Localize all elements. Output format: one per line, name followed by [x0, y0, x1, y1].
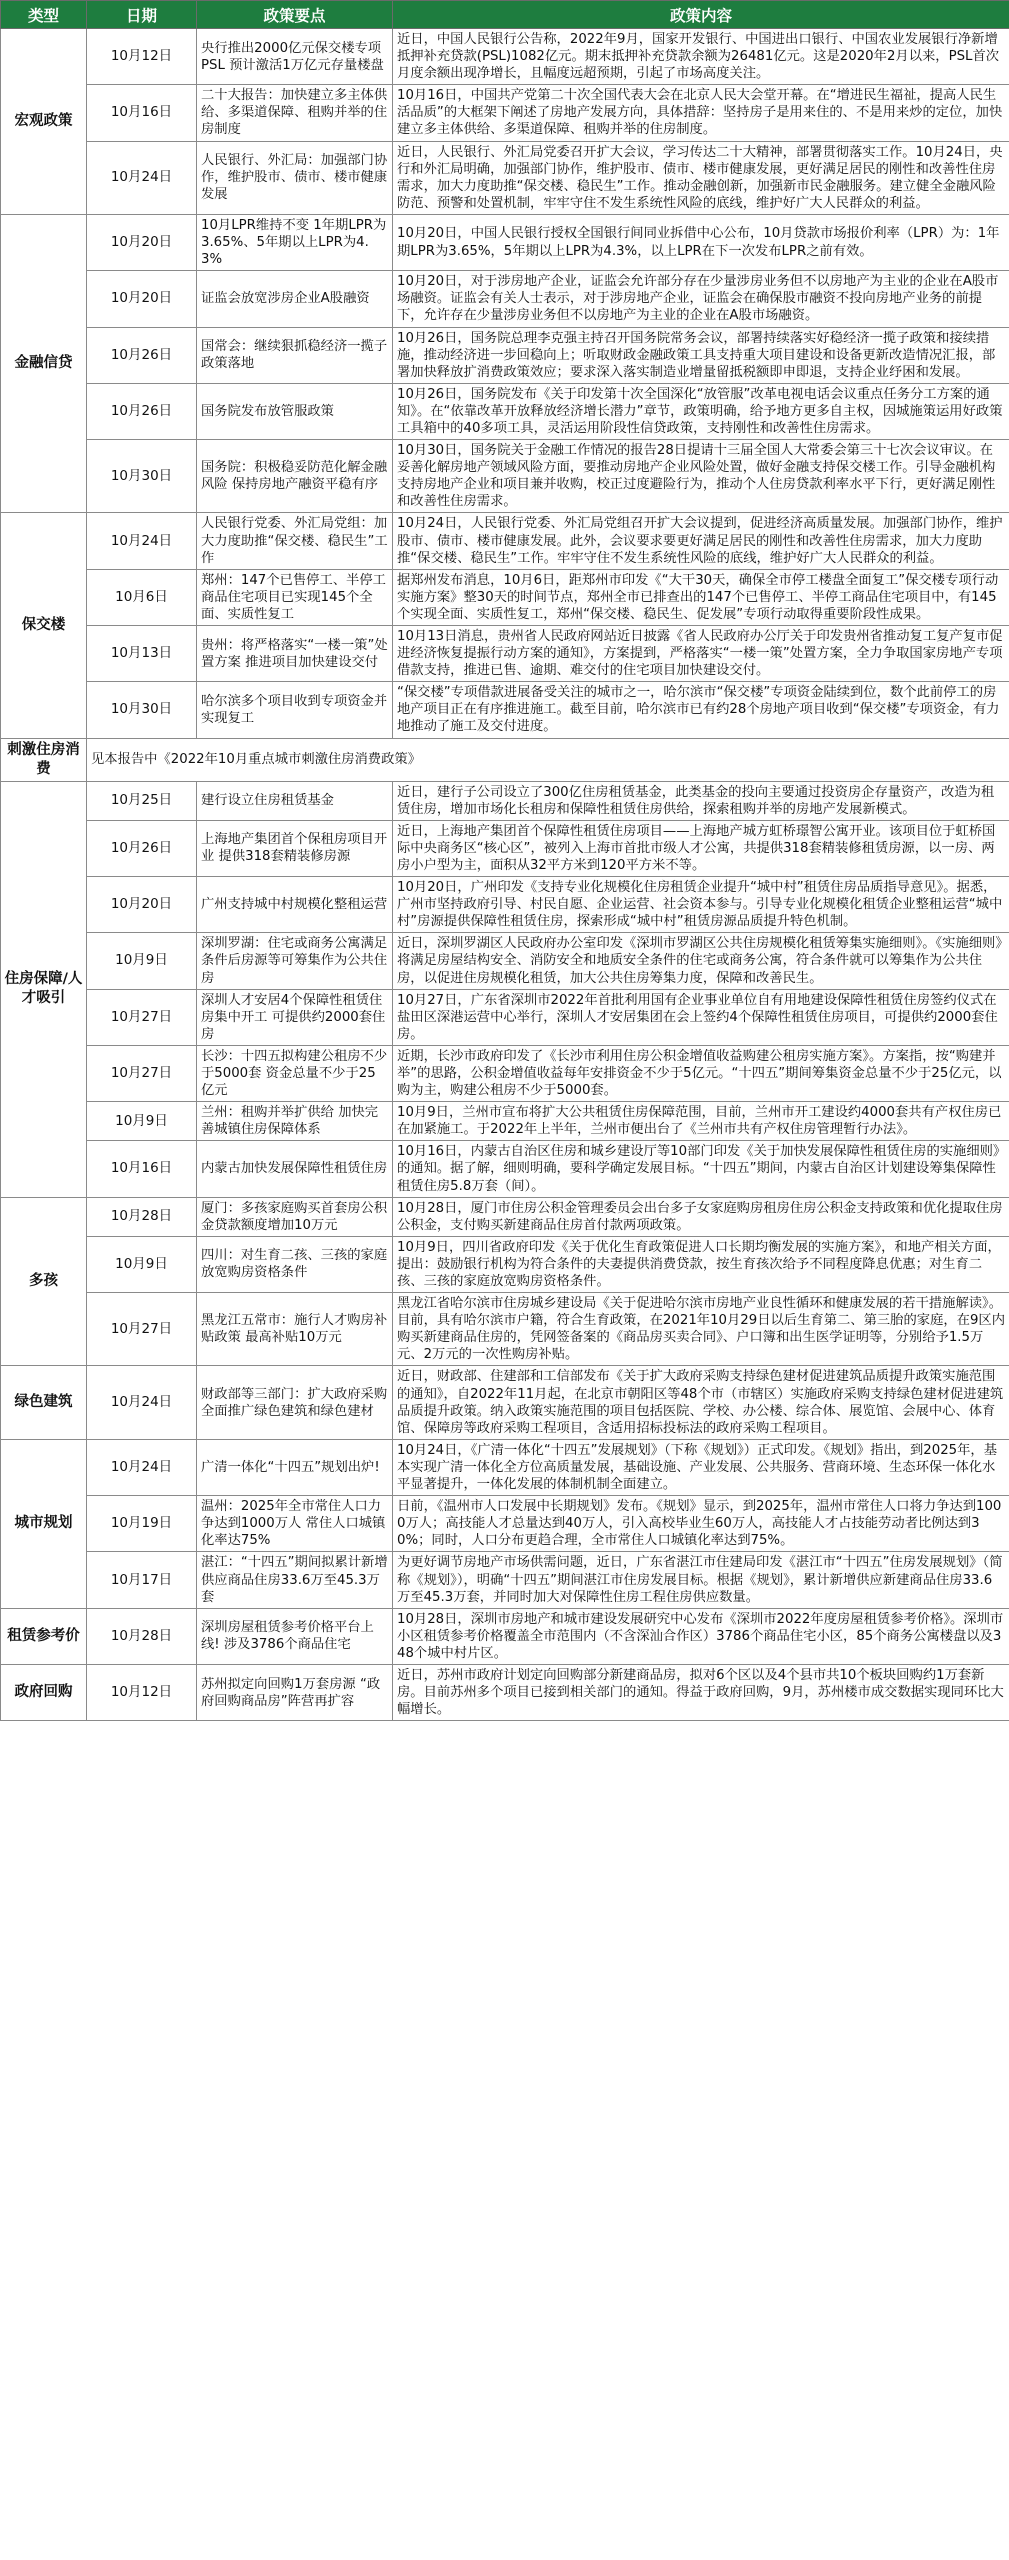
content-cell: 近日，苏州市政府计划定向回购部分新建商品房，拟对6个区以及4个县市共10个板块回购约1万套新房。目前苏州多个项目已接到相关部门的通知。得益于政府回购，9月，苏州楼市成交数据实现同环比大幅增长。 — [393, 1664, 1009, 1720]
point-cell: 内蒙古加快发展保障性租赁住房 — [197, 1141, 393, 1197]
category-cell: 刺激住房消费 — [1, 738, 87, 781]
section-note-row — [1, 738, 1009, 781]
category-cell: 保交楼 — [1, 513, 87, 738]
point-cell: 10月LPR维持不变 1年期LPR为3.65%、5年期以上LPR为4.3% — [197, 214, 393, 270]
date-cell: 10月30日 — [87, 440, 197, 513]
table-row — [1, 682, 1009, 738]
table-row — [1, 1197, 1009, 1236]
point-cell: 国常会：继续狠抓稳经济一揽子政策落地 — [197, 327, 393, 383]
date-cell: 10月17日 — [87, 1552, 197, 1608]
point-cell: 深圳房屋租赁参考价格平台上线! 涉及3786个商品住宅 — [197, 1608, 393, 1664]
category-cell: 金融信贷 — [1, 214, 87, 513]
date-cell: 10月25日 — [87, 781, 197, 820]
table-row — [1, 1608, 1009, 1664]
content-cell: 10月20日，中国人民银行授权全国银行间同业拆借中心公布，10月贷款市场报价利率（LPR）为：1年期LPR为3.65%，5年期以上LPR为4.3%，以上LPR在下一次发布LPR之前有效。 — [393, 214, 1009, 270]
date-cell: 10月12日 — [87, 1664, 197, 1720]
content-cell: 近日，深圳罗湖区人民政府办公室印发《深圳市罗湖区公共住房规模化租赁筹集实施细则》。《实施细则》将满足房屋结构安全、消防安全和地质安全条件的住宅或商务公寓，符合条件就可以筹集作为公共住房，以促进住房规模化租赁，加大公共住房筹集力度，保障和改善民生。 — [393, 933, 1009, 989]
point-cell: 国务院发布放管服政策 — [197, 383, 393, 439]
table-row — [1, 781, 1009, 820]
table-row — [1, 1236, 1009, 1292]
date-cell: 10月19日 — [87, 1496, 197, 1552]
date-cell: 10月16日 — [87, 1141, 197, 1197]
table-row — [1, 29, 1009, 85]
table-row — [1, 1664, 1009, 1720]
point-cell: 央行推出2000亿元保交楼专项PSL 预计激活1万亿元存量楼盘 — [197, 29, 393, 85]
point-cell: 广清一体化“十四五”规划出炉! — [197, 1439, 393, 1495]
section-note: 见本报告中《2022年10月重点城市刺激住房消费政策》 — [87, 738, 1009, 781]
table-row — [1, 989, 1009, 1045]
table-body — [1, 29, 1009, 1721]
point-cell: 苏州拟定向回购1万套房源 “政府回购商品房”阵营再扩容 — [197, 1664, 393, 1720]
content-cell: 10月20日，广州印发《支持专业化规模化住房租赁企业提升“城中村”租赁住房品质指导意见》。据悉，广州市坚持政府引导、村民自愿、企业运营、社会资本参与。引导专业化规模化租赁企业整租运营“城中村”房源提供保障性租赁住房，探索形成“城中村”租赁房源品质提升特色机制。 — [393, 877, 1009, 933]
date-cell: 10月9日 — [87, 933, 197, 989]
date-cell: 10月13日 — [87, 626, 197, 682]
content-cell: 近日，建行子公司设立了300亿住房租赁基金，此类基金的投向主要通过投资房企存量资产，改造为租赁住房，增加市场化长租房和保障性租赁住房供给，探索租购并举的房地产发展新模式。 — [393, 781, 1009, 820]
content-cell: 日前，《温州市人口发展中长期规划》发布。《规划》显示，到2025年，温州市常住人口将力争达到1000万人；高技能人才总量达到40万人，引入高校毕业生60万人，高技能人才占技能劳动者比例达到30%；同时，人口分布更趋合理，全市常住人口城镇化率达到75%。 — [393, 1496, 1009, 1552]
date-cell: 10月24日 — [87, 141, 197, 214]
content-cell: 10月13日消息，贵州省人民政府网站近日披露《省人民政府办公厅关于印发贵州省推动复工复产复市促进经济恢复提振行动方案的通知》，方案提到，严格落实“一楼一策”处置方案，全力争取国家房地产专项借款支持，推进已售、逾期、难交付的住宅项目加快建设交付。 — [393, 626, 1009, 682]
date-cell: 10月26日 — [87, 327, 197, 383]
point-cell: 人民银行、外汇局：加强部门协作，维护股市、债市、楼市健康发展 — [197, 141, 393, 214]
category-cell: 政府回购 — [1, 1664, 87, 1720]
header-content: 政策内容 — [393, 1, 1009, 29]
table-row — [1, 440, 1009, 513]
category-cell: 绿色建筑 — [1, 1366, 87, 1439]
table-row — [1, 1045, 1009, 1101]
table-row — [1, 85, 1009, 141]
content-cell: 10月16日，中国共产党第二十次全国代表大会在北京人民大会堂开幕。在“增进民生福祉，提高人民生活品质”的大框架下阐述了房地产发展方向，具体措辞：坚持房子是用来住的、不是用来炒的定位，加快建立多主体供给、多渠道保障、租购并举的住房制度。 — [393, 85, 1009, 141]
date-cell: 10月20日 — [87, 877, 197, 933]
content-cell: 10月24日，人民银行党委、外汇局党组召开扩大会议提到，促进经济高质量发展。加强部门协作，维护股市、债市、楼市健康发展。此外，会议要求要更好满足居民的刚性和改善性住房需求，加大力度助推“保交楼、稳民生”工作。牢牢守住不发生系统性风险的底线，维护好广大人民群众的利益。 — [393, 513, 1009, 569]
date-cell: 10月24日 — [87, 1439, 197, 1495]
table-row — [1, 513, 1009, 569]
point-cell: 深圳人才安居4个保障性租赁住房集中开工 可提供约2000套住房 — [197, 989, 393, 1045]
point-cell: 贵州：将严格落实“一楼一策”处置方案 推进项目加快建设交付 — [197, 626, 393, 682]
date-cell: 10月9日 — [87, 1102, 197, 1141]
table-row — [1, 327, 1009, 383]
point-cell: 上海地产集团首个保租房项目开业 提供318套精装修房源 — [197, 820, 393, 876]
point-cell: 广州支持城中村规模化整租运营 — [197, 877, 393, 933]
content-cell: 10月24日，《广清一体化“十四五”发展规划》（下称《规划》）正式印发。《规划》指出，到2025年，基本实现广清一体化全方位高质量发展，基础设施、产业发展、公共服务、营商环境、生态环保一体化水平显著提升，一体化发展的体制机制全面建立。 — [393, 1439, 1009, 1495]
content-cell: 10月26日，国务院总理李克强主持召开国务院常务会议，部署持续落实好稳经济一揽子政策和接续措施，推动经济进一步回稳向上；听取财政金融政策工具支持重大项目建设和设备更新改造情况汇报，部署加快释放扩消费政策效应；要求深入落实制造业增量留抵税额即申即退，支持企业纾困和发展。 — [393, 327, 1009, 383]
content-cell: 近日，上海地产集团首个保障性租赁住房项目——上海地产城方虹桥璟智公寓开业。该项目位于虹桥国际中央商务区“核心区”，被列入上海市首批市级人才公寓，共提供318套精装修租赁房源，以一房、两房小户型为主，面积从32平方米到120平方米不等。 — [393, 820, 1009, 876]
date-cell: 10月28日 — [87, 1608, 197, 1664]
date-cell: 10月20日 — [87, 271, 197, 327]
date-cell: 10月12日 — [87, 29, 197, 85]
table-row — [1, 569, 1009, 625]
point-cell: 四川：对生育二孩、三孩的家庭放宽购房资格条件 — [197, 1236, 393, 1292]
table-row — [1, 214, 1009, 270]
content-cell: 近期，长沙市政府印发了《长沙市利用住房公积金增值收益购建公租房实施方案》。方案指，按“购建并举”的思路，公积金增值收益每年安排资金不少于5亿元。“十四五”期间筹集资金总量不少于25亿元，以购为主，购建公租房不少于5000套。 — [393, 1045, 1009, 1101]
table-row — [1, 1141, 1009, 1197]
content-cell: 10月30日，国务院关于金融工作情况的报告28日提请十三届全国人大常委会第三十七次会议审议。在妥善化解房地产领域风险方面，要推动房地产企业风险处置，做好金融支持保交楼工作。引导金融机构支持房地产企业和项目兼并收购，校正过度避险行为，推动个人住房贷款利率水平下行，更好满足刚性和改善性住房需求。 — [393, 440, 1009, 513]
date-cell: 10月27日 — [87, 1293, 197, 1366]
point-cell: 长沙：十四五拟构建公租房不少于5000套 资金总量不少于25亿元 — [197, 1045, 393, 1101]
content-cell: 近日，人民银行、外汇局党委召开扩大会议，学习传达二十大精神，部署贯彻落实工作。10月24日，央行和外汇局明确，加强部门协作，维护股市、债市、楼市健康发展，更好满足居民的刚性和改善性住房需求，加大力度助推“保交楼、稳民生”工作。推动金融创新，加强新市民金融服务。建立健全金融风险防范、预警和处置机制，牢牢守住不发生系统性风险的底线，维护好广大人民群众的利益。 — [393, 141, 1009, 214]
content-cell: 10月28日，深圳市房地产和城市建设发展研究中心发布《深圳市2022年度房屋租赁参考价格》。深圳市小区租赁参考价格覆盖全市范围内（不含深汕合作区）3786个商品住宅小区，85个商务公寓楼盘以及348个城中村片区。 — [393, 1608, 1009, 1664]
category-cell: 宏观政策 — [1, 29, 87, 215]
content-cell: 10月9日，四川省政府印发《关于优化生育政策促进人口长期均衡发展的实施方案》，和地产相关方面，提出：鼓励银行机构为符合条件的夫妻提供消费贷款，按生育孩次给予不同程度降息优惠；对生育二孩、三孩的家庭放宽购房资格条件。 — [393, 1236, 1009, 1292]
content-cell: 10月26日，国务院发布《关于印发第十次全国深化“放管服”改革电视电话会议重点任务分工方案的通知》。在“依靠改革开放释放经济增长潜力”章节，政策明确，给予地方更多自主权，因城施策运用好政策工具箱中的40多项工具，灵活运用阶段性信贷政策，支持刚性和改善性住房需求。 — [393, 383, 1009, 439]
point-cell: 兰州：租购并举扩供给 加快完善城镇住房保障体系 — [197, 1102, 393, 1141]
date-cell: 10月26日 — [87, 383, 197, 439]
point-cell: 厦门：多孩家庭购买首套房公积金贷款额度增加10万元 — [197, 1197, 393, 1236]
header-point: 政策要点 — [197, 1, 393, 29]
header-category: 类型 — [1, 1, 87, 29]
date-cell: 10月16日 — [87, 85, 197, 141]
table-header — [1, 1, 1009, 29]
table-row — [1, 1366, 1009, 1439]
category-cell: 多孩 — [1, 1197, 87, 1366]
content-cell: 10月28日，厦门市住房公积金管理委员会出台多子女家庭购房租房住房公积金支持政策和优化提取住房公积金，支付购买新建商品住房首付款两项政策。 — [393, 1197, 1009, 1236]
date-cell: 10月27日 — [87, 1045, 197, 1101]
date-cell: 10月30日 — [87, 682, 197, 738]
table-row — [1, 1439, 1009, 1495]
content-cell: 10月9日，兰州市宣布将扩大公共租赁住房保障范围，目前，兰州市开工建设约4000套共有产权住房已在加紧施工。于2022年上半年，兰州市便出台了《兰州市共有产权住房管理暂行办法》。 — [393, 1102, 1009, 1141]
date-cell: 10月24日 — [87, 1366, 197, 1439]
content-cell: 据郑州发布消息，10月6日，距郑州市印发《“大干30天，确保全市停工楼盘全面复工”保交楼专项行动实施方案》整30天的时间节点，郑州全市已排查出的147个已售停工、半停工商品住宅项目中，有145个实现全面、实质性复工，郑州“保交楼、稳民生、促发展”专项行动取得重要阶段性成果。 — [393, 569, 1009, 625]
table-row — [1, 1552, 1009, 1608]
point-cell: 湛江：“十四五”期间拟累计新增供应商品住房33.6万至45.3万套 — [197, 1552, 393, 1608]
content-cell: 黑龙江省哈尔滨市住房城乡建设局《关于促进哈尔滨市房地产业良性循环和健康发展的若干措施解读》。目前，具有哈尔滨市户籍，符合生育政策，在2021年10月29日以后生育第二、第三胎的家庭，在9区内购买新建商品住房的，凭网签备案的《商品房买卖合同》、户口簿和出生医学证明等，分别给予1.5万元、2万元的一次性购房补贴。 — [393, 1293, 1009, 1366]
table-row — [1, 1496, 1009, 1552]
point-cell: 温州：2025年全市常住人口力争达到1000万人 常住人口城镇化率达75% — [197, 1496, 393, 1552]
table-row — [1, 141, 1009, 214]
table-row — [1, 933, 1009, 989]
point-cell: 郑州：147个已售停工、半停工商品住宅项目已实现145个全面、实质性复工 — [197, 569, 393, 625]
date-cell: 10月26日 — [87, 820, 197, 876]
date-cell: 10月6日 — [87, 569, 197, 625]
date-cell: 10月28日 — [87, 1197, 197, 1236]
content-cell: 10月16日，内蒙古自治区住房和城乡建设厅等10部门印发《关于加快发展保障性租赁住房的实施细则》的通知。据了解，细则明确，要科学确定发展目标。“十四五”期间，内蒙古自治区计划建设筹集保障性租赁住房5.8万套（间）。 — [393, 1141, 1009, 1197]
point-cell: 财政部等三部门：扩大政府采购 全面推广绿色建筑和绿色建材 — [197, 1366, 393, 1439]
content-cell: 为更好调节房地产市场供需问题，近日，广东省湛江市住建局印发《湛江市“十四五”住房发展规划》（简称《规划》），明确“十四五”期间湛江市住房发展目标。根据《规划》，累计新增供应新建商品住房33.6万至45.3万套，并同时加大对保障性住房工程住房供应数量。 — [393, 1552, 1009, 1608]
table-row — [1, 1293, 1009, 1366]
point-cell: 人民银行党委、外汇局党组：加大力度助推“保交楼、稳民生”工作 — [197, 513, 393, 569]
header-date: 日期 — [87, 1, 197, 29]
content-cell: 10月27日，广东省深圳市2022年首批利用国有企业事业单位自有用地建设保障性租赁住房签约仪式在盐田区深港运营中心举行，深圳人才安居集团在会上签约4个保障性租赁住房项目，可提供约2000套住房。 — [393, 989, 1009, 1045]
point-cell: 黑龙江五常市：施行人才购房补贴政策 最高补贴10万元 — [197, 1293, 393, 1366]
date-cell: 10月20日 — [87, 214, 197, 270]
category-cell: 租赁参考价 — [1, 1608, 87, 1664]
point-cell: 国务院：积极稳妥防范化解金融风险 保持房地产融资平稳有序 — [197, 440, 393, 513]
point-cell: 证监会放宽涉房企业A股融资 — [197, 271, 393, 327]
content-cell: “保交楼”专项借款进展备受关注的城市之一，哈尔滨市“保交楼”专项资金陆续到位，数个此前停工的房地产项目正在有序推进施工。截至目前，哈尔滨市已有约28个房地产项目收到“保交楼”专项资金，有力地推动了施工及交付进度。 — [393, 682, 1009, 738]
table-row — [1, 820, 1009, 876]
table-row — [1, 271, 1009, 327]
table-row — [1, 1102, 1009, 1141]
category-cell: 城市规划 — [1, 1439, 87, 1608]
point-cell: 二十大报告：加快建立多主体供给、多渠道保障、租购并举的住房制度 — [197, 85, 393, 141]
content-cell: 10月20日，对于涉房地产企业，证监会允许部分存在少量涉房业务但不以房地产为主业的企业在A股市场融资。证监会有关人士表示，对于涉房地产企业，证监会在确保股市融资不投向房地产业务的前提下，允许存在少量涉房业务但不以房地产为主业的企业在A股市场融资。 — [393, 271, 1009, 327]
date-cell: 10月24日 — [87, 513, 197, 569]
content-cell: 近日，财政部、住建部和工信部发布《关于扩大政府采购支持绿色建材促进建筑品质提升政策实施范围的通知》，自2022年11月起，在北京市朝阳区等48个市（市辖区）实施政府采购支持绿色建材促进建筑品质提升政策。纳入政策实施范围的项目包括医院、学校、办公楼、综合体、展览馆、会展中心、体育馆、保障房等政府采购工程项目，含适用招标投标法的政府采购工程项目。 — [393, 1366, 1009, 1439]
point-cell: 哈尔滨多个项目收到专项资金并实现复工 — [197, 682, 393, 738]
point-cell: 深圳罗湖：住宅或商务公寓满足条件后房源等可筹集作为公共住房 — [197, 933, 393, 989]
table-row — [1, 383, 1009, 439]
point-cell: 建行设立住房租赁基金 — [197, 781, 393, 820]
date-cell: 10月27日 — [87, 989, 197, 1045]
table-row — [1, 626, 1009, 682]
category-cell: 住房保障/人才吸引 — [1, 781, 87, 1197]
table-row — [1, 877, 1009, 933]
content-cell: 近日，中国人民银行公告称，2022年9月，国家开发银行、中国进出口银行、中国农业发展银行净新增抵押补充贷款(PSL)1082亿元。期末抵押补充贷款余额为26481亿元。这是2020年2月以来，PSL首次月度余额出现净增长，且幅度远超预期，引起了市场高度关注。 — [393, 29, 1009, 85]
date-cell: 10月9日 — [87, 1236, 197, 1292]
